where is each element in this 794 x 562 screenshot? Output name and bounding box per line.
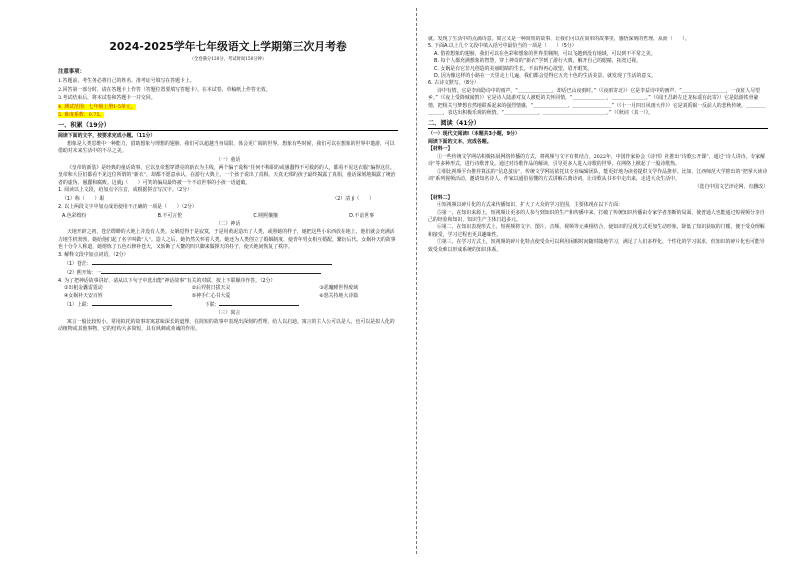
- q2-option: B.不可言伦: [157, 212, 183, 219]
- section-rule: [58, 130, 398, 131]
- note-item: 2.回答第一部分时，请在答题卡上作答（答题位置要填写答题卡）。在本试卷、草稿纸上作答无效。: [58, 86, 271, 93]
- q4-option: ⑤神手仁心书大爱: [191, 292, 231, 299]
- notes-heading: 注意事项：: [58, 69, 85, 75]
- part-title: （二）神话: [215, 220, 241, 227]
- q5-option: B. 每个人都充满想象的智慧，穿上神奇的“新衣”学到了游行大典，解开自己的眼睛，拓宽过视。: [434, 58, 642, 65]
- material-paragraph: ①一些传统文学网站积极拓展网络传播的方式，将视频与文字有机结合。2022年，中国作家协会《诗刊》社推出“诗歌公开课”，通过“诗人讲诗、专家解诗”等多种形式，进行诗歌普及。通过对诗歌作品的解读，引导更多人进入诗歌的世界，在网络上掀起了一股诗歌热。: [428, 153, 766, 168]
- question-5: 5. 下面A.以上几个文段中填入括号中最恰当的一项是（ ）（5分）: [428, 43, 577, 50]
- material-title: 【材料二】: [428, 194, 453, 201]
- exam-title: 2024-2025学年七年级语文上学期第三次月考卷: [109, 40, 347, 53]
- question-1-options: [58, 196, 398, 203]
- question-2: 2. 以上两段文字中加点成语使用不正确的一项是（ ）（2分）: [58, 204, 197, 211]
- question-6: 6. 古诗文默写。（8分）: [428, 80, 479, 87]
- q4-lower-label: 下联：: [204, 301, 220, 308]
- section-rule: [428, 128, 768, 129]
- question-3: 3. 解释文段中加点词语。（2分）: [58, 251, 129, 258]
- question-4: 4. 为了把神话故事讲好，请从以下句子中选出能“神话故事”有关的对联，按上下联顺序作答。（2分）: [58, 277, 276, 284]
- q4-option: ⑥怒关持地大诗篇: [319, 292, 358, 299]
- note-item: 3.考试结束后，将本试卷和答题卡一并交回。: [58, 95, 156, 102]
- right-column: [428, 36, 768, 546]
- q1-option: （2）凊 jì（ ）: [332, 195, 374, 202]
- material-paragraph: ⑥第二，在知识表现形式上，短视频将文字、图片、音频、视频等元素相结合，使知识的呈现方式更加生动形象，降低了知识获取的门槛，便于受众理解和接受，学习过程也更具趣味性。: [428, 224, 765, 238]
- q4-option: ④女娲补天安百姓: [64, 292, 103, 299]
- q5-option: D. 因为像这样的小路在一天里走上几遍，我们都会觉得它五光十色的生活美景，就发现了生活的意义。: [434, 73, 657, 80]
- part-title: （三）寓言: [215, 310, 241, 317]
- subsection-title: （一）现代文阅读Ⅰ（本题共3小题，9分）: [428, 131, 520, 138]
- q5-option: A. 借着想象的翅膀，我们可以在色彩和想象的世界里翱翔，可以飞越到没有地域，可以到不平常之美。: [434, 50, 656, 57]
- answer-line[interactable]: [101, 268, 321, 274]
- answer-line[interactable]: [92, 259, 332, 265]
- q4-answer-row: [58, 300, 398, 309]
- q2-option: C.熙熙攘攘: [253, 212, 278, 219]
- material-paragraph: ⑦第三，在学习方式上，短视频的碎片化特点使受众可以利用闲暇时间随时随地学习，满足了人们多样化、个性化的学习需求，但知识的碎片化也可能导致受众难以形成系统的知识体系。: [428, 239, 765, 253]
- section-title: 一、积累（19分）: [58, 122, 110, 130]
- fairy-tale-paragraph: 《皇帝的新装》是经典的童话故事，它以皇帝想穿漂亮的新衣为主线，两个骗子谎称“任何不称职的或愚蠢得不可救药的人，都看不见这衣服”骗得这位。皇帝和大臣们都看不见这位所谓的“新衣”，却都不愿意承认，在游行大典上，一个孩子说出了真相。天真无邪的孩子最终揭露了真相，童话深刻地揭露了统治者的虚伪、愚蠢和腐败。这就j（ ）可笑的骗局最终被一个不谙世事的小孩一语道破。: [58, 165, 396, 186]
- q4-options-row: [58, 293, 398, 300]
- q4-option: ①出租金囊雷霆动: [64, 285, 103, 292]
- q3-item: （1）苍茫：: [64, 260, 92, 267]
- fable-paragraph: 寓言一般比较短小，常用拟托的故事寄寓意味深长的道理，在简短的故事中表现出深刻的哲理，给人以启迪。寓言的主人公可以是人，也可以是拟人化的动植物或其他事物，它的结构大多简短，具有讽刺或劝诫的作用。: [58, 318, 395, 333]
- q1-option: （1）称（ ）职: [62, 195, 105, 202]
- difficulty: 5. 难度系数：0.75。: [58, 112, 105, 119]
- answer-line[interactable]: [219, 300, 299, 306]
- myth-paragraph: 天地开辟之初，苍茫缥缈的大地上并没有人类。女娲觉得于是寂寞，于是用黄泥造出了人类，或照她的样子，她把这些小东西放在地上，他们就会充满活力地生机勃勃，她给他们起了名字叫做“人”。造人之后，她仍然关怀着人类。她还为人类创立了婚姻制度，使青年男女相互婚配，繁衍后代。女娲补天的故事也十分令人称道，她熔炼了五色石修补苍天，又斩断了大鳌的四只脚来做撑天的柱子，使天地间恢复了秩序。: [58, 229, 396, 251]
- section-title: 二、阅读（41分）: [428, 120, 480, 128]
- material-paragraph: ④短视频以碎片化的方式来传播知识，扩大了大众的学习范围，主要体现在以下方面：: [437, 202, 623, 209]
- q3-item: （2）熙开始：一: [64, 270, 102, 277]
- material-title: 【材料一】: [428, 146, 453, 153]
- q4-option: ②后羿射日拔天灵: [191, 285, 231, 292]
- q4-options-row: [58, 285, 398, 292]
- continued-text: 就。发现了生活中的点滴诗意。寓言又是一种简短的故事，让我们可以在简单的故事里，感悟深刻的哲理，从而（ ）。: [428, 36, 690, 42]
- left-column: [58, 18, 398, 546]
- test-scope: 4. 测试范围：七年级上册1-5单元。: [58, 103, 136, 110]
- reading-lead: 阅读下面的文本，完成各题。: [428, 138, 492, 145]
- intro-paragraph: 想象是人类思维中一种能力，借助想象与理想的翅膀，我们可以超越当身局限，体会更广阔的世界。想象有些时候，我们可以在想象的世界中遨游，可以借助对未来生活中的不尽之美。: [58, 140, 395, 155]
- question-2-options: [58, 213, 398, 220]
- q2-option: A.色彩缤纷: [62, 212, 87, 219]
- material-source: （选自中国文艺评论网，有删改）: [694, 184, 768, 191]
- q6-text: 诗中有情。它是李商隐诗中的雨声，“＿＿＿＿＿＿＿，却话巴山夜雨时。”（《夜雨寄北》）它是李益诗中的画声，“＿＿＿＿＿＿＿＿＿，一夜征人尽望乡。”（《夜上受降城闻笛》）它是诗人陆游对友人被贬的关怀同情，“＿＿＿＿＿＿＿，＿＿＿＿＿＿＿。”（《闻王昌龄左迁龙标遥有此寄》）它是陆游铁骨豪情，把相关与梦想自然地联系起来的强烈情感，“＿＿＿＿＿＿＿，＿＿＿＿＿＿＿＿”（《十一月四日风雨大作》）它是刘禹锡一反前人的悲秋传统，＿＿＿＿＿＿＿，表达出积极乐观的秋情。“＿＿＿＿＿＿＿，＿＿＿＿＿＿＿＿＿＿＿＿＿。”（《秋词（其一）》。: [428, 87, 766, 117]
- question-1: 1. 阅读以上文段，给加点字注音，或根据拼音写汉字。（2分）: [58, 187, 193, 194]
- q4-option: ③恶魔睡世得废域: [319, 285, 358, 292]
- column-divider: [416, 8, 417, 554]
- q4-upper-label: （1）上联：: [64, 301, 92, 308]
- answer-line[interactable]: [92, 300, 172, 306]
- part-title: （一）童话: [215, 156, 241, 163]
- q5-option: C. 女娲是有它非凡创造的美丽眼睛的生长，不由得再心欲望，眉开眼笑。: [434, 65, 593, 72]
- material-paragraph: ②相比视频平台推荐算法的“信息茧房”，传统文学网站依托其专业编辑团队，能更好地为读者提供文学作品推荐。比如，江西师范大学推出的“把掌大读诗词”系列视频活动，邀请知名诗人、作家以通俗易懂的方式讲解古典诗词，让诗歌从书本中走出来，走进大众生活中。: [428, 168, 768, 182]
- note-item: 1.答题前，考生务必将自己的姓名、准考证号填写在答题卡上。: [58, 78, 195, 85]
- q2-option: D.不谙世事: [349, 212, 374, 219]
- exam-subtitle: （全卷满分120分，考试时间150分钟）: [189, 57, 267, 62]
- reading-lead: 阅读下面的文字，按要求完成小题。（11分）: [58, 133, 156, 140]
- material-paragraph: ⑤第一，在知识来源上，短视频让更多的人参与到知识的生产和传播中来，打破了传统知识传播由专家学者垄断的局面，使普通人也能通过短视频分享自己的经验和知识，知识生产主体日趋多元。: [428, 209, 765, 223]
